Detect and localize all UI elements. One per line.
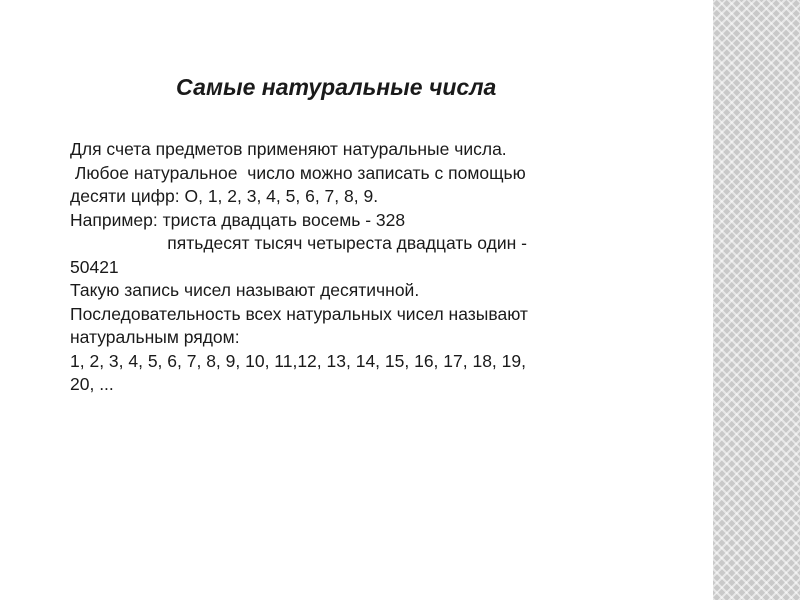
body-line: 20, ... — [70, 374, 114, 394]
body-line: десяти цифр: О, 1, 2, 3, 4, 5, 6, 7, 8, 9. — [70, 186, 379, 206]
body-line: пятьдесят тысяч четыреста двадцать один - — [70, 233, 527, 253]
slide-body — [70, 138, 690, 397]
decorative-side-band — [713, 0, 800, 600]
body-line: Для счета предметов применяют натуральные числа. — [70, 139, 507, 159]
body-line: Любое натуральное число можно записать с помощью — [70, 162, 526, 183]
slide-title: Самые натуральные числа — [176, 74, 497, 100]
body-line: Последовательность всех натуральных чисел называют — [70, 303, 528, 324]
body-line: Например: триста двадцать восемь - 328 — [70, 209, 406, 230]
body-line: 50421 — [70, 256, 119, 277]
body-line: 1, 2, 3, 4, 5, 6, 7, 8, 9, 10, 11,12, 13, 14, 15, 16, 17, 18, 19, — [70, 350, 526, 371]
body-line: натуральным рядом: — [70, 327, 240, 347]
body-line: Такую запись чисел называют десятичной. — [70, 280, 420, 300]
